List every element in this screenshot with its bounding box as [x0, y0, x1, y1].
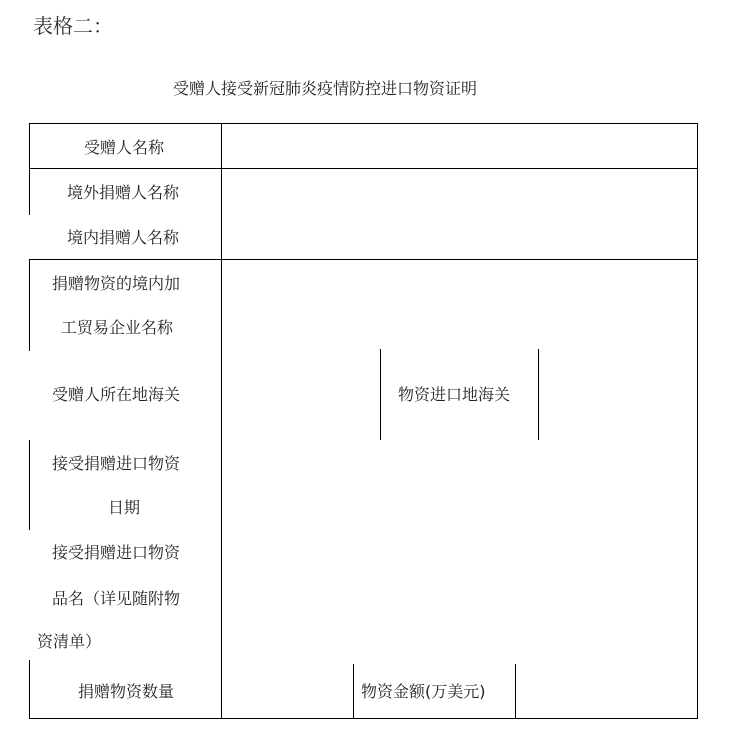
- donor-names-field[interactable]: [222, 169, 697, 259]
- quantity-label: 捐赠物资数量: [78, 682, 175, 701]
- quantity-field[interactable]: [222, 664, 353, 718]
- import-customs-label: 物资进口地海关: [398, 385, 511, 404]
- processing-enterprise-field[interactable]: [222, 260, 697, 348]
- amount-label: 物资金额(万美元): [361, 682, 486, 701]
- page-title: 受赠人接受新冠肺炎疫情防控进口物资证明: [172, 79, 477, 98]
- goods-name-field[interactable]: [222, 530, 697, 663]
- recipient-name-field[interactable]: [222, 124, 697, 168]
- table-border-left: [29, 123, 30, 215]
- goods-name-label-line3: 资清单）: [37, 632, 102, 651]
- domestic-donor-label: 境内捐赠人名称: [67, 228, 180, 247]
- receive-date-field[interactable]: [222, 441, 697, 529]
- table-caption: 表格二：: [33, 14, 113, 38]
- customs-divider: [380, 349, 381, 440]
- table-border-left: [29, 440, 30, 530]
- processing-enterprise-label-line1: 捐赠物资的境内加: [52, 274, 181, 293]
- recipient-name-label: 受赠人名称: [84, 138, 165, 157]
- amount-divider: [353, 664, 354, 719]
- recipient-customs-label: 受赠人所在地海关: [52, 385, 181, 404]
- recipient-customs-field[interactable]: [222, 349, 380, 440]
- receive-date-label-line1: 接受捐赠进口物资: [52, 454, 181, 473]
- receive-date-label-line2: 日期: [108, 498, 141, 517]
- foreign-donor-label: 境外捐赠人名称: [67, 183, 180, 202]
- import-customs-field[interactable]: [539, 349, 697, 440]
- goods-name-label-line2: 品名（详见随附物: [52, 589, 181, 608]
- table-border-left: [29, 259, 30, 351]
- table-border-right: [697, 123, 698, 719]
- processing-enterprise-label-line2: 工贸易企业名称: [61, 318, 174, 337]
- table-border-left: [29, 660, 30, 719]
- goods-name-label-line1: 接受捐赠进口物资: [52, 543, 181, 562]
- table-border-bottom: [29, 718, 698, 719]
- amount-field[interactable]: [516, 664, 697, 718]
